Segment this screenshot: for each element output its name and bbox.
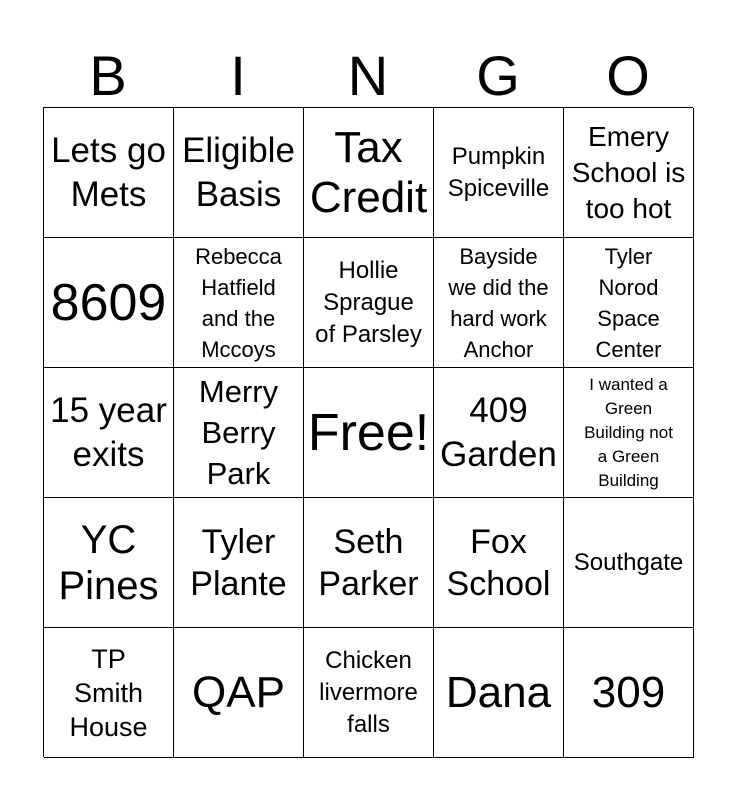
header-letter-o: O — [606, 44, 650, 107]
bingo-cell-2-5[interactable] — [564, 238, 694, 368]
header-letter-n: N — [347, 44, 389, 107]
header-letter-g: G — [476, 44, 520, 107]
cell-label: YC Pines — [58, 517, 159, 608]
bingo-cell-4-1[interactable] — [44, 498, 174, 628]
cell-label: Tax Credit — [309, 122, 428, 222]
bingo-cell-4-4[interactable] — [434, 498, 564, 628]
cell-label: Chicken livermore falls — [319, 646, 418, 738]
cell-label: Rebecca Hatfield and the Mccoys — [195, 243, 282, 362]
cell-label: 409 Garden — [440, 390, 557, 474]
cell-label: 309 — [591, 667, 666, 717]
cell-label: Pumpkin Spiceville — [447, 142, 550, 202]
bingo-cell-3-3[interactable] — [304, 368, 434, 498]
cell-label: TP Smith House — [69, 643, 148, 742]
cell-label: Dana — [445, 667, 552, 717]
cell-label: Tyler Norod Space Center — [595, 243, 662, 362]
bingo-cell-5-3[interactable] — [304, 628, 434, 758]
cell-label: Bayside we did the hard work Anchor — [448, 243, 549, 362]
header-letter-i: I — [230, 44, 246, 107]
bingo-cell-3-5[interactable] — [564, 368, 694, 498]
free-space: Free! — [307, 403, 430, 462]
bingo-cell-2-3[interactable] — [304, 238, 434, 368]
cell-label: Merry Berry Park — [198, 374, 279, 491]
bingo-cell-1-3[interactable] — [304, 108, 434, 238]
cell-label: Emery School is too hot — [571, 120, 686, 224]
cell-label: Southgate — [573, 548, 684, 576]
bingo-cell-3-2[interactable] — [174, 368, 304, 498]
bingo-cell-1-1[interactable] — [44, 108, 174, 238]
cell-label: Tyler Plante — [190, 522, 287, 603]
cell-label: QAP — [192, 667, 285, 717]
cell-label: Eligible Basis — [182, 130, 295, 214]
bingo-cell-5-4[interactable] — [434, 628, 564, 758]
bingo-cell-3-4[interactable] — [434, 368, 564, 498]
bingo-cell-4-3[interactable] — [304, 498, 434, 628]
bingo-cell-5-5[interactable] — [564, 628, 694, 758]
cell-label: 15 year exits — [50, 390, 167, 474]
bingo-header — [43, 44, 693, 108]
bingo-cell-2-4[interactable] — [434, 238, 564, 368]
cell-label: Lets go Mets — [51, 130, 166, 214]
header-letter-b: B — [89, 44, 127, 107]
bingo-board — [43, 107, 693, 757]
bingo-cell-2-1[interactable] — [44, 238, 174, 368]
bingo-cell-1-4[interactable] — [434, 108, 564, 238]
bingo-cell-4-2[interactable] — [174, 498, 304, 628]
bingo-cell-2-2[interactable] — [174, 238, 304, 368]
bingo-cell-4-5[interactable] — [564, 498, 694, 628]
cell-label: 8609 — [50, 273, 167, 332]
cell-label: Seth Parker — [318, 522, 419, 603]
bingo-cell-5-1[interactable] — [44, 628, 174, 758]
cell-label: Fox School — [446, 522, 551, 603]
cell-label: Hollie Sprague of Parsley — [315, 256, 422, 348]
bingo-cell-3-1[interactable] — [44, 368, 174, 498]
cell-label: I wanted a Green Building not a Green Building — [584, 374, 673, 490]
bingo-cell-1-2[interactable] — [174, 108, 304, 238]
bingo-cell-1-5[interactable] — [564, 108, 694, 238]
bingo-cell-5-2[interactable] — [174, 628, 304, 758]
